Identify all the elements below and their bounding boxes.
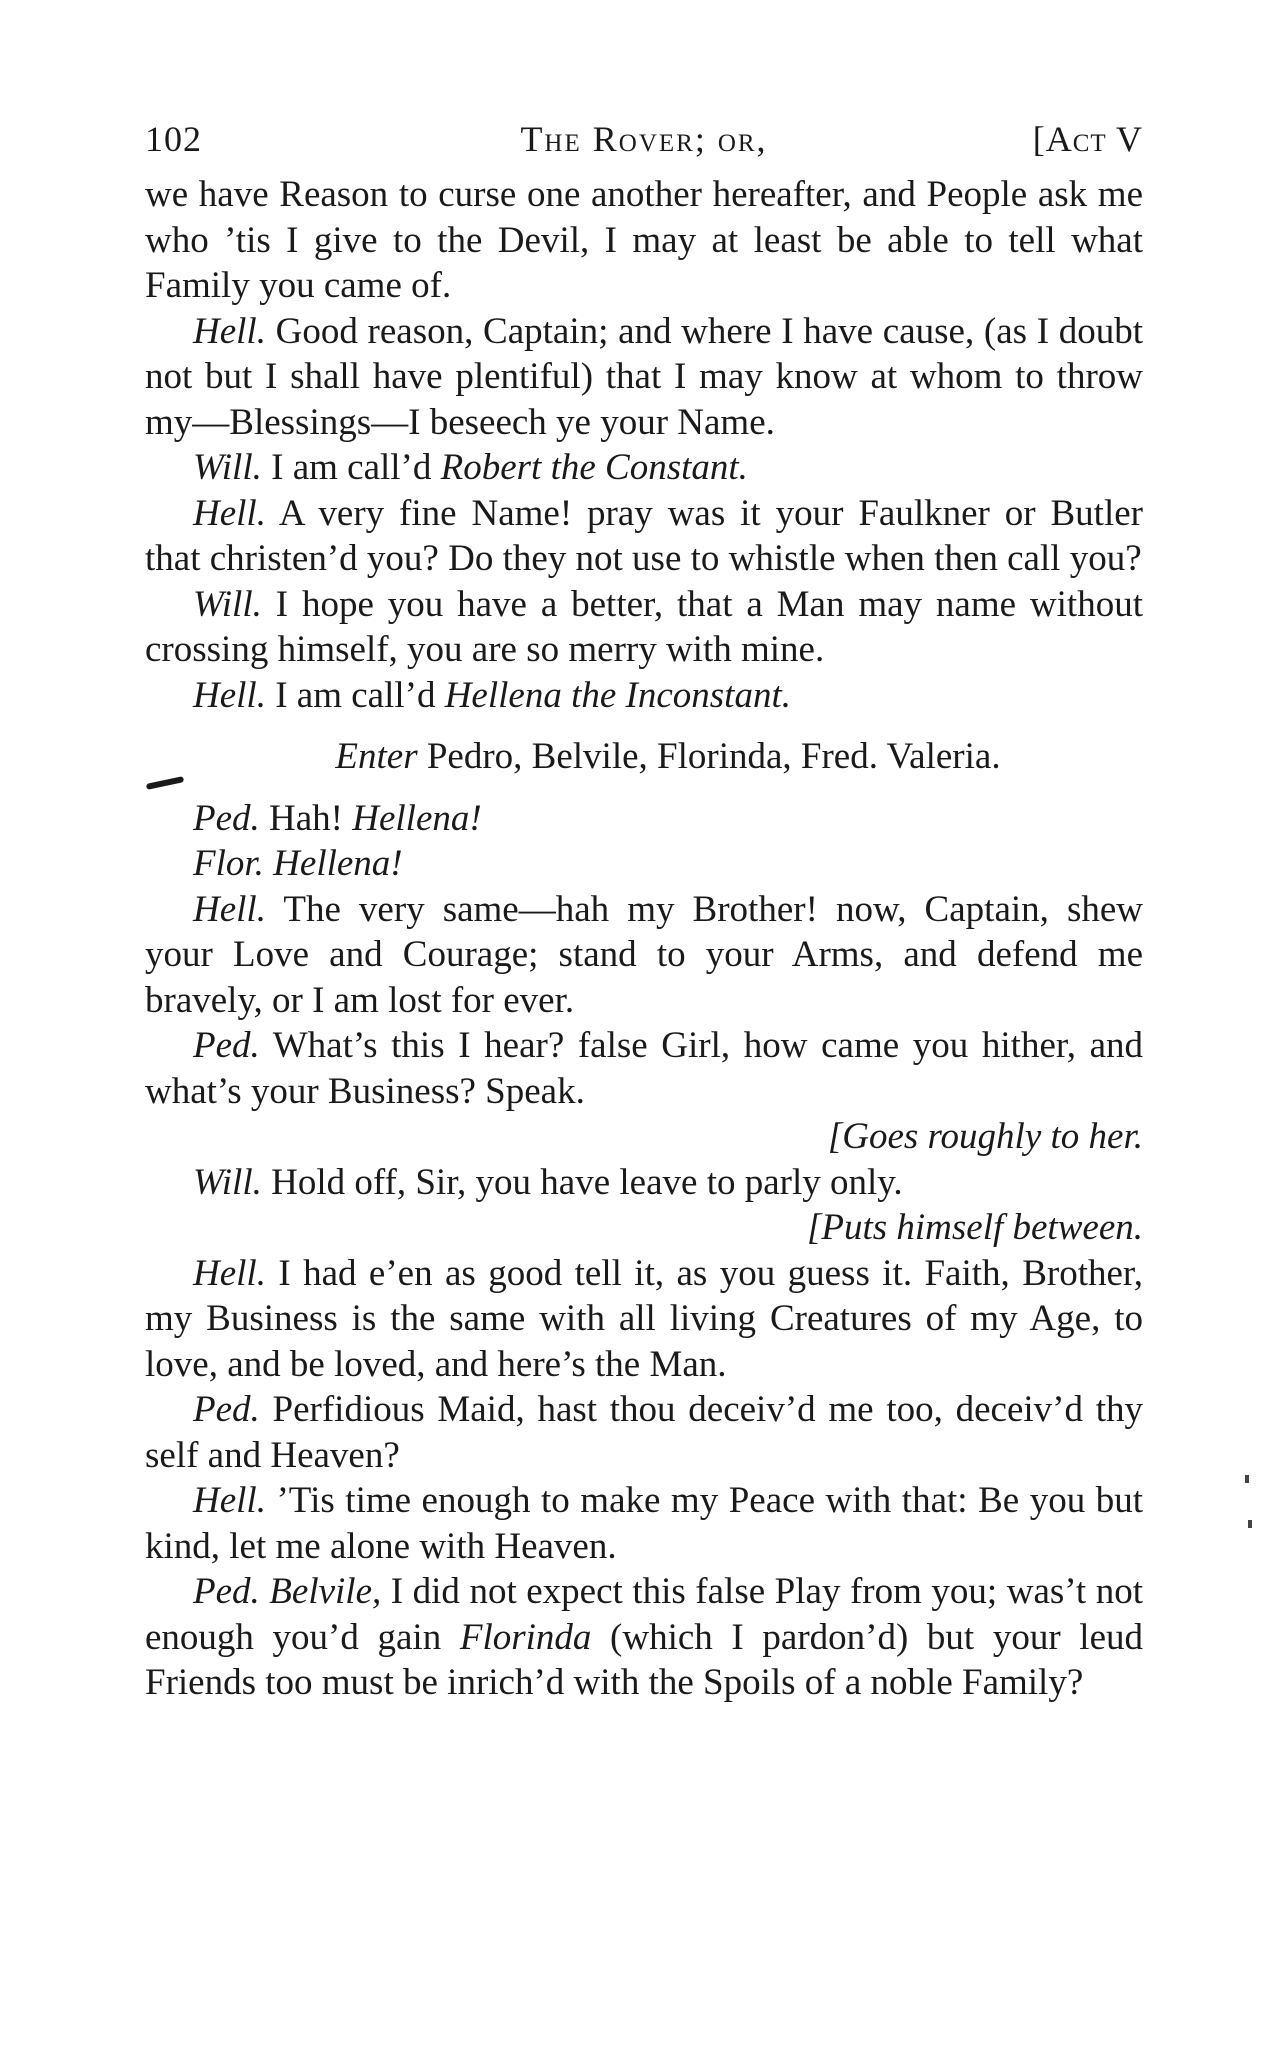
body-text: I hope you have a better, that a Man may name without crossing himself, you are so merry with mine. — [145, 583, 1143, 670]
body-text: (which I pardon’d) but your leud Friends too must be inrich’d with the Spoils of a noble Family? — [145, 1616, 1143, 1703]
speech-paragraph — [145, 1478, 1143, 1569]
italic-text: Hellena! — [352, 797, 482, 839]
italic-text: Will. — [193, 1161, 262, 1203]
body-text: A very fine Name! pray was it your Faulkner or Butler that christen’d you? Do they not use to whistle when then call you? — [145, 492, 1143, 579]
speech-paragraph — [145, 1569, 1143, 1706]
italic-text: Will. — [193, 583, 262, 625]
italic-text: Ped. — [193, 1389, 260, 1430]
speech-paragraph — [145, 309, 1143, 446]
italic-text: Robert the Constant. — [440, 447, 748, 488]
stage-direction — [145, 1114, 1143, 1160]
speech-paragraph — [145, 887, 1143, 1024]
stage-direction — [145, 1205, 1143, 1251]
running-header — [145, 118, 1143, 168]
body-text: we have Reason to curse one another hereafter, and People ask me who ’tis I give to the Devil, I may at least be able to tell what Family you came of. — [145, 174, 1143, 306]
speech-paragraph — [145, 491, 1143, 582]
margin-speck — [1248, 1520, 1252, 1528]
body-text: Pedro, Belvile, Florinda, Fred. Valeria. — [417, 736, 1001, 777]
speech-paragraph — [145, 1251, 1143, 1388]
italic-text: Hell. — [193, 310, 266, 352]
body-text: I had e’en as good tell it, as you guess it. Faith, Brother, my Business is the same with all living Creatures of my Age, to love, and be loved, and here’s the Man. — [145, 1252, 1143, 1385]
italic-text: Ped. Belvile, — [193, 1571, 382, 1612]
body-text: Good reason, Captain; and where I have cause, (as I doubt not but I shall have plentiful) that I may know at whom to throw my—Blessings—I beseech ye your Name. — [145, 310, 1143, 443]
speech-paragraph — [145, 841, 1143, 887]
italic-text: Flor. Hellena! — [193, 843, 403, 884]
body-text: Hold off, Sir, you have leave to parly only. — [261, 1161, 903, 1203]
entrance-direction — [145, 734, 1143, 780]
speech-paragraph — [145, 172, 1143, 309]
italic-text: Will. — [193, 447, 262, 488]
speech-paragraph — [145, 1023, 1143, 1114]
speech-paragraph — [145, 796, 1143, 842]
speech-paragraph — [145, 582, 1143, 673]
italic-text: Hell. — [193, 492, 266, 534]
italic-text: Florinda — [459, 1616, 592, 1658]
italic-text: Enter — [335, 736, 418, 777]
body-text: I am call’d — [265, 674, 445, 716]
play-text — [145, 172, 1143, 1706]
body-text: The very same—hah my Brother! now, Captain, shew your Love and Courage; stand to your Arms, and defend me bravely, or I am lost for ever. — [145, 888, 1143, 1021]
margin-speck — [1245, 1475, 1249, 1483]
body-text: Perfidious Maid, hast thou deceiv’d me too, deceiv’d thy self and Heaven? — [145, 1389, 1143, 1476]
italic-text: Hell. — [193, 888, 266, 930]
italic-text: Hell. — [193, 674, 266, 716]
speech-paragraph — [145, 445, 1143, 491]
italic-text: Hell. — [193, 1480, 266, 1521]
body-text: Hah! — [259, 797, 353, 839]
italic-text: [Goes roughly to her. — [827, 1116, 1143, 1157]
italic-text: Hellena the Inconstant. — [444, 674, 791, 716]
speech-paragraph — [145, 1387, 1143, 1478]
speech-paragraph — [145, 673, 1143, 719]
italic-text: Ped. — [193, 1025, 260, 1066]
body-text: I am call’d — [261, 447, 441, 488]
act-label: [Act V — [1032, 119, 1143, 159]
italic-text: Ped. — [193, 797, 260, 839]
body-text: ’Tis time enough to make my Peace with that: Be you but kind, let me alone with Heaven. — [145, 1480, 1143, 1567]
running-title: The Rover; or, — [520, 119, 768, 159]
page-number: 102 — [145, 119, 202, 159]
body-text: I did not expect this false Play from you; was’t not enough you’d gain — [145, 1571, 1144, 1658]
body-text: What’s this I hear? false Girl, how came you hither, and what’s your Business? Speak. — [145, 1025, 1143, 1112]
italic-text: Hell. — [193, 1252, 266, 1294]
italic-text: [Puts himself between. — [806, 1207, 1143, 1248]
speech-paragraph — [145, 1160, 1143, 1206]
